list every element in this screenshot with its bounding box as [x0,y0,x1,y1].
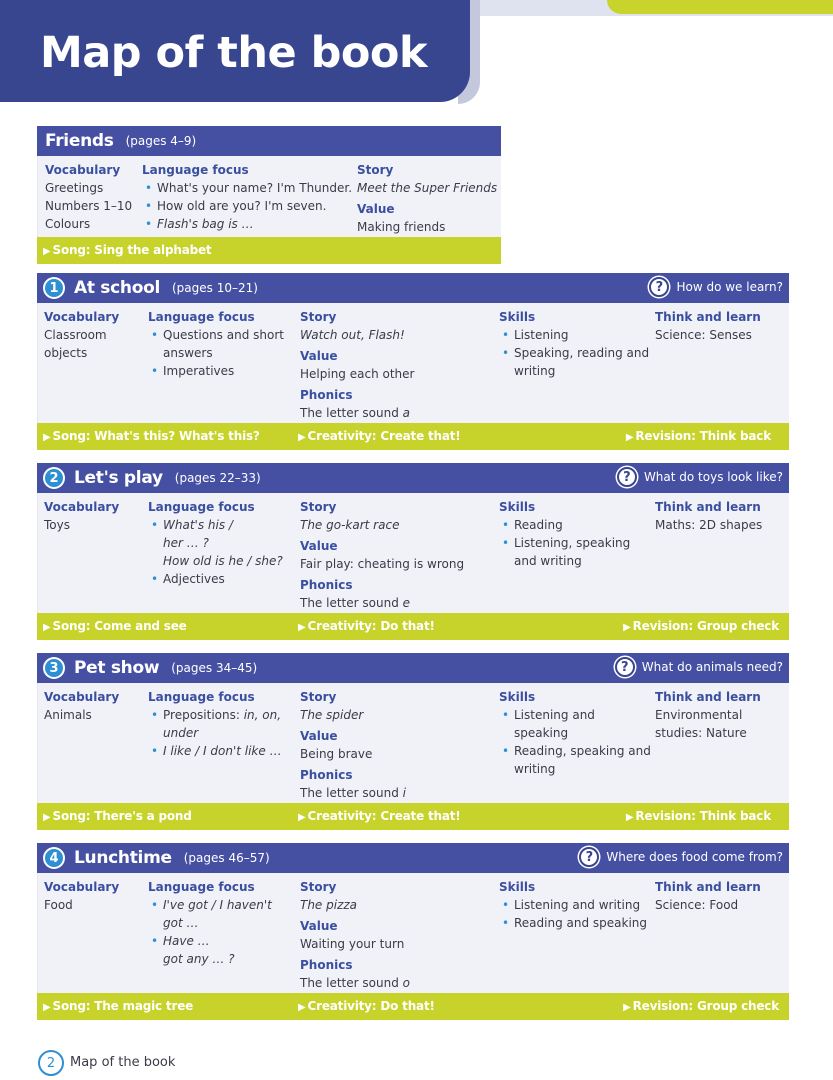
unit-number-badge: 1 [43,277,65,299]
value-text: Being brave [300,747,373,761]
play-arrow-icon: ▶ [43,812,51,823]
big-question-text: What do animals need? [641,660,783,674]
skills-column [499,308,649,380]
value-text: Helping each other [300,367,415,381]
unit-number-badge: 4 [43,847,65,869]
value-text: Waiting your turn [300,937,405,951]
think-learn-text: Science: Food [655,898,739,912]
language-focus-heading: Language focus [148,500,255,514]
play-arrow-icon: ▶ [298,432,306,443]
creativity-link[interactable]: ▶ Creativity: Create that! [298,429,461,443]
language-focus-item: • Flash's bag is … [142,215,352,233]
language-focus-item: • Questions and short answers [148,326,284,362]
phonics-heading: Phonics [300,768,353,782]
value-heading: Value [300,729,338,743]
big-question-text: Where does food come from? [606,850,783,864]
skills-item: • Reading [499,516,630,534]
think-learn-heading: Think and learn [655,690,761,704]
value-heading: Value [357,202,395,216]
phonics-heading: Phonics [300,388,353,402]
story-column [300,498,464,612]
language-focus-heading: Language focus [148,690,255,704]
skills-item: • Reading, speaking and writing [499,742,651,778]
think-learn-column [655,498,762,534]
value-text: Making friends [357,220,446,234]
section-header [37,273,789,303]
big-question-text: What do toys look like? [643,470,783,484]
value-text: Fair play: cheating is wrong [300,557,465,571]
unit-title: At school [74,278,160,298]
unit-pages: (pages 22–33) [174,471,261,485]
section-body [37,303,789,423]
vocabulary-column [44,688,119,724]
play-arrow-icon: ▶ [623,622,631,633]
skills-column [499,688,651,778]
skills-item: • Listening, speaking and writing [499,534,630,570]
vocabulary-item: Food [44,898,73,912]
section-header [37,653,789,683]
page-header [0,0,833,104]
song-bar [37,613,789,640]
vocabulary-item: Animals [44,708,92,722]
story-title: The go-kart race [300,518,400,532]
question-mark-icon: ? [615,657,635,677]
play-arrow-icon: ▶ [43,622,51,633]
section-unit-1 [37,273,789,450]
story-heading: Story [300,500,337,514]
revision-link[interactable]: ▶ Revision: Think back [625,429,771,443]
language-focus-item: • Prepositions: in, on, under [148,706,282,742]
vocabulary-item: Toys [44,518,70,532]
story-column [300,308,414,422]
vocabulary-heading: Vocabulary [45,163,121,177]
section-friends [37,126,501,264]
phonics-heading: Phonics [300,958,353,972]
play-arrow-icon: ▶ [298,1002,306,1013]
section-body [37,156,501,237]
section-unit-3 [37,653,789,830]
revision-link[interactable]: ▶ Revision: Think back [625,809,771,823]
vocabulary-item: objects [44,346,88,360]
language-focus-item: • Have … got any … ? [148,932,272,968]
language-focus-column [148,498,283,588]
play-arrow-icon: ▶ [43,432,51,443]
unit-pages: (pages 46–57) [183,851,270,865]
song-label: Song: Sing the alphabet [52,243,212,257]
language-focus-item: • Adjectives [148,570,283,588]
value-heading: Value [300,349,338,363]
vocabulary-column [44,308,119,362]
song-link[interactable]: ▶ Song: Come and see [43,619,187,633]
think-learn-text: studies: Nature [655,726,747,740]
story-heading: Story [300,310,337,324]
play-arrow-icon: ▶ [623,1002,631,1013]
language-focus-heading: Language focus [148,880,255,894]
vocabulary-heading: Vocabulary [44,690,120,704]
unit-title: Lunchtime [74,848,172,868]
think-learn-column [655,688,761,742]
think-learn-text: Science: Senses [655,328,752,342]
vocabulary-column [45,161,132,233]
song-link[interactable]: ▶ Song: The magic tree [43,999,194,1013]
big-question [617,467,783,487]
unit-title: Let's play [74,468,163,488]
story-title: Meet the Super Friends [357,181,498,195]
play-arrow-icon: ▶ [298,622,306,633]
unit-number-badge: 2 [43,467,65,489]
creativity-link[interactable]: ▶ Creativity: Create that! [298,809,461,823]
story-column [357,161,497,236]
vocabulary-heading: Vocabulary [44,500,120,514]
language-focus-item: • What's his / her … ? How old is he / she? [148,516,283,570]
phonics-heading: Phonics [300,578,353,592]
think-learn-heading: Think and learn [655,500,761,514]
language-focus-column [142,161,352,233]
vocabulary-item: Greetings [45,181,104,195]
revision-link[interactable]: ▶ Revision: Group check [623,619,779,633]
language-focus-column [148,688,282,760]
section-unit-4 [37,843,789,1020]
skills-heading: Skills [499,690,536,704]
skills-heading: Skills [499,500,536,514]
section-body [37,493,789,613]
think-learn-column [655,878,761,914]
question-mark-icon: ? [579,847,599,867]
section-pages: (pages 4–9) [125,134,197,148]
think-learn-column [655,308,761,344]
section-header [37,463,789,493]
story-heading: Story [357,163,394,177]
page-title: Map of the book [40,28,428,78]
vocabulary-heading: Vocabulary [44,310,120,324]
song-bar [37,993,789,1020]
skills-heading: Skills [499,880,536,894]
song-link[interactable]: ▶ Song: What's this? What's this? [43,429,260,443]
think-learn-heading: Think and learn [655,310,761,324]
unit-pages: (pages 10–21) [172,281,258,295]
skills-item: • Listening and speaking [499,706,651,742]
skills-item: • Reading and speaking [499,914,647,932]
big-question [579,847,783,867]
big-question [649,277,783,297]
song-link[interactable] [43,243,211,257]
unit-number-badge: 3 [43,657,65,679]
section-title: Friends [45,131,114,151]
language-focus-heading: Language focus [142,163,249,177]
play-arrow-icon: ▶ [43,246,51,257]
story-title: The pizza [300,898,358,912]
header-accent-tab [607,0,833,14]
song-bar [37,237,501,264]
vocabulary-heading: Vocabulary [44,880,120,894]
vocabulary-column [44,498,119,534]
language-focus-item: • I've got / I haven't got … [148,896,272,932]
question-mark-icon: ? [617,467,637,487]
skills-item: • Speaking, reading and writing [499,344,649,380]
section-header [37,843,789,873]
skills-column [499,498,630,570]
story-column [300,878,410,992]
play-arrow-icon: ▶ [298,812,306,823]
phonics-text: The letter sound i [300,786,406,800]
story-title: Watch out, Flash! [300,328,405,342]
section-body [37,873,789,993]
language-focus-item: • I like / I don't like … [148,742,282,760]
page-footer-label: Map of the book [70,1055,176,1070]
language-focus-item: • What's your name? I'm Thunder. [142,179,352,197]
creativity-link[interactable]: ▶ Creativity: Do that! [298,999,435,1013]
language-focus-column [148,308,284,380]
vocabulary-item: Numbers 1–10 [45,199,133,213]
story-column [300,688,406,802]
story-heading: Story [300,690,337,704]
unit-title: Pet show [74,658,160,678]
song-bar [37,803,789,830]
phonics-text: The letter sound e [300,596,411,610]
story-heading: Story [300,880,337,894]
unit-pages: (pages 34–45) [171,661,258,675]
think-learn-heading: Think and learn [655,880,761,894]
skills-heading: Skills [499,310,536,324]
question-mark-icon: ? [649,277,669,297]
creativity-link[interactable]: ▶ Creativity: Do that! [298,619,435,633]
page-number-badge: 2 [38,1050,64,1076]
skills-item: • Listening [499,326,649,344]
play-arrow-icon: ▶ [43,1002,51,1013]
think-learn-text: Environmental [655,708,743,722]
section-body [37,683,789,803]
value-heading: Value [300,539,338,553]
language-focus-item: • How old are you? I'm seven. [142,197,352,215]
song-bar [37,423,789,450]
play-arrow-icon: ▶ [625,432,634,443]
section-header [37,126,501,156]
big-question-text: How do we learn? [676,280,783,294]
big-question [615,657,783,677]
section-unit-2 [37,463,789,640]
phonics-text: The letter sound o [300,976,410,990]
skills-column [499,878,647,932]
vocabulary-item: Colours [45,217,91,231]
revision-link[interactable]: ▶ Revision: Group check [623,999,779,1013]
play-arrow-icon: ▶ [625,812,634,823]
language-focus-item: • Imperatives [148,362,284,380]
value-heading: Value [300,919,338,933]
story-title: The spider [300,708,364,722]
phonics-text: The letter sound a [300,406,410,420]
language-focus-heading: Language focus [148,310,255,324]
skills-item: • Listening and writing [499,896,647,914]
language-focus-column [148,878,272,968]
vocabulary-column [44,878,119,914]
think-learn-text: Maths: 2D shapes [655,518,763,532]
vocabulary-item: Classroom [44,328,107,342]
song-link[interactable]: ▶ Song: There's a pond [43,809,192,823]
